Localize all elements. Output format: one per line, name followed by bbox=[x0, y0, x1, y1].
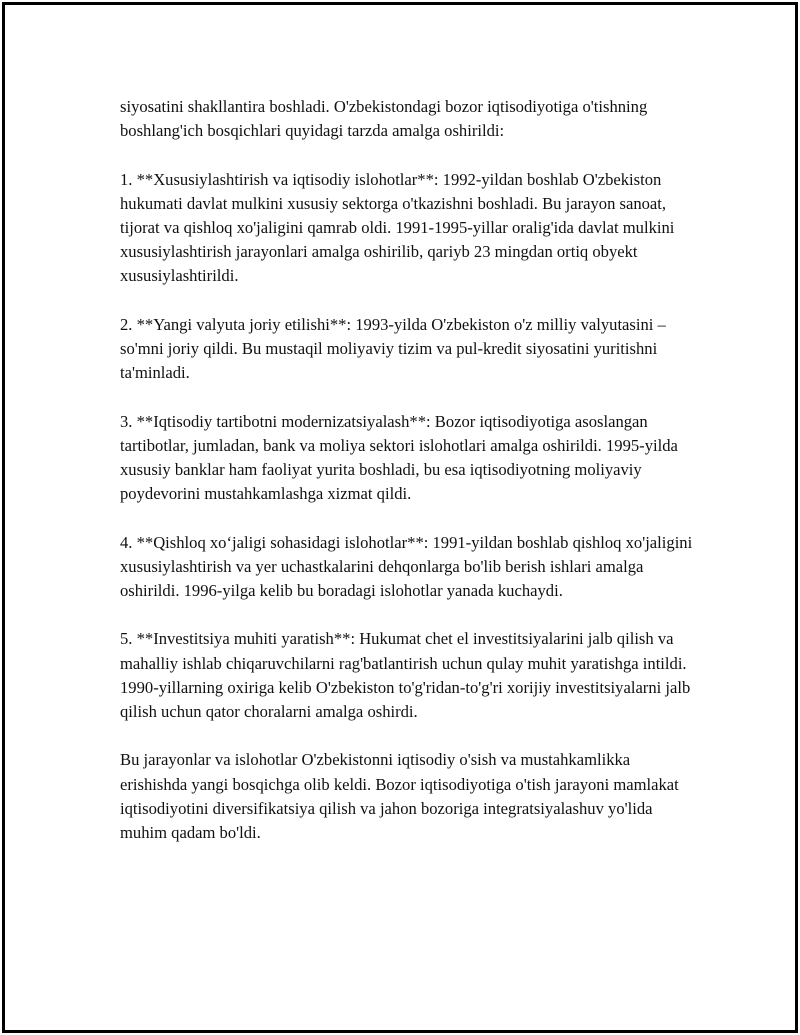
page-frame bbox=[2, 2, 798, 1033]
document-body bbox=[120, 95, 700, 869]
list-item-investment: 5. **Investitsiya muhiti yaratish**: Hukumat chet el investitsiyalarini jalb qilish va mahalliy ishlab chiqaruvchilarni rag'batlantirish uchun qulay muhit yaratishga intildi. 1990-yillarning oxiriga kelib O'zbekiston to'g'ridan-to'g'ri xorijiy investitsiyalarni jalb qilish uchun qator choralarni amalga oshirdi. bbox=[120, 629, 691, 721]
list-item-agriculture: 4. **Qishloq xo‘jaligi sohasidagi islohotlar**: 1991-yildan boshlab qishloq xo'jaligini xususiylashtirish va yer uchastkalarini dehqonlarga bo'lib berish ishlari amalga oshirildi. 1996-yilga kelib bu boradagi islohotlar yanada kuchaydi. bbox=[120, 532, 693, 600]
list-item-privatization: 1. **Xususiylashtirish va iqtisodiy islohotlar**: 1992-yildan boshlab O'zbekiston hukumati davlat mulkini xususiy sektorga o'tkazishni boshladi. Bu jarayon sanoat, tijorat va qishloq xo'jaligini qamrab oldi. 1991-1995-yillar oralig'ida davlat mulkini xususiylashtirish jarayonlari amalga oshirilib, qariyb 23 mingdan ortiq obyekt xususiylashtirildi. bbox=[120, 169, 675, 286]
list-item-currency: 2. **Yangi valyuta joriy etilishi**: 1993-yilda O'zbekiston o'z milliy valyutasini – so'mni joriy qildi. Bu mustaqil moliyaviy tizim va pul-kredit siyosatini yuritishni ta'minladi. bbox=[120, 314, 666, 383]
list-item-modernization: 3. **Iqtisodiy tartibotni modernizatsiyalash**: Bozor iqtisodiyotiga asoslangan tartibotlar, jumladan, bank va moliya sektori islohotlari amalga oshirildi. 1995-yilda xususiy banklar ham faoliyat yurita boshladi, bu esa iqtisodiyotning moliyaviy poydevorini mustahkamlashga xizmat qildi. bbox=[120, 411, 678, 504]
intro-paragraph: siyosatini shakllantira boshladi. O'zbekistondagi bozor iqtisodiyotiga o'tishning boshlang'ich bosqichlari quyidagi tarzda amalga oshirildi: bbox=[120, 97, 648, 141]
conclusion-paragraph: Bu jarayonlar va islohotlar O'zbekistonni iqtisodiy o'sish va mustahkamlikka erishishda yangi bosqichga olib keldi. Bozor iqtisodiyotiga o'tish jarayoni mamlakat iqtisodiyotini diversifikatsiya qilish va jahon bozoriga integratsiyalashuv yo'lida muhim qadam bo'ldi. bbox=[120, 750, 679, 842]
